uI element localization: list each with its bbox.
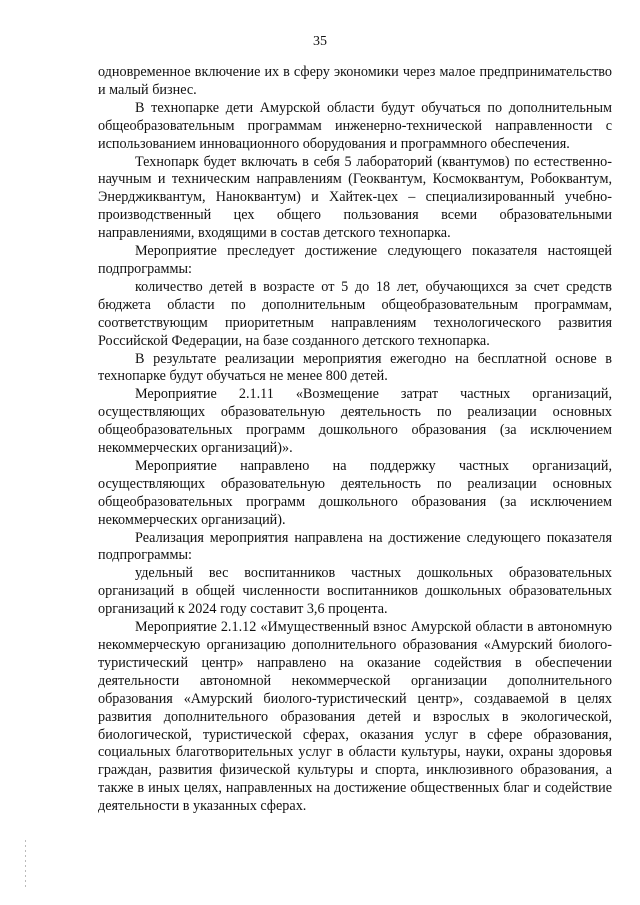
- paragraph: Мероприятие 2.1.11 «Возмещение затрат частных организаций, осуществляющих образовательную деятельность по реализации основных общеобразовательных программ дошкольного образования (за исключением некоммерческих организаций)».: [98, 386, 612, 457]
- paragraph: В технопарке дети Амурской области будут обучаться по дополнительным общеобразовательным программам инженерно-технической направленности с использованием инновационного оборудования и программного обеспечения.: [98, 99, 612, 152]
- paragraph: количество детей в возрасте от 5 до 18 лет, обучающихся за счет средств бюджета области по дополнительным общеобразовательным программам, соответствующим приоритетным направлениям технологического развития Российской Федерации, на базе созданного детского технопарка.: [98, 278, 612, 349]
- paragraph: Мероприятие направлено на поддержку частных организаций, осуществляющих образовательную деятельность по реализации основных общеобразовательных программ дошкольного образования (за исключением некоммерческих организаций).: [98, 457, 612, 528]
- paragraph: одновременное включение их в сферу экономики через малое предпринимательство и малый бизнес.: [98, 64, 612, 98]
- paragraph: В результате реализации мероприятия ежегодно на бесплатной основе в технопарке будут обучаться не менее 800 детей.: [98, 350, 612, 385]
- document-body: [98, 64, 612, 816]
- scan-margin-mark: [25, 840, 26, 890]
- paragraph: Мероприятие преследует достижение следующего показателя настоящей подпрограммы:: [98, 243, 612, 277]
- paragraph: удельный вес воспитанников частных дошкольных образовательных организаций в общей численности воспитанников дошкольных образовательных организаций к 2024 году составит 3,6 процента.: [98, 565, 612, 618]
- paragraph: Мероприятие 2.1.12 «Имущественный взнос Амурской области в автономную некоммерческую организацию дополнительного образования «Амурский биолого-туристический центр» направлено на оказание содействия в обеспечении деятельности автономной некоммерческой организации дополнительного образования «Амурский биолого-туристический центр», создаваемой в целях развития дополнительного образования детей и взрослых в экологической, биологической, туристической сферах, оказания услуг в сфере образования, социальных благотворительных услуг в области культуры, науки, охраны здоровья граждан, развития физической культуры и спорта, инклюзивного образования, а также в иных целях, направленных на достижение общественных благ и содействие деятельности в указанных сферах.: [98, 619, 612, 815]
- paragraph: Технопарк будет включать в себя 5 лабораторий (квантумов) по естественно-научным и техническим направлениям (Геоквантум, Космоквантум, Робоквантум, Энерджиквантум, Наноквантум) и Хайтек-цех – специализированный учебно-производственный цех общего пользования всеми образовательными направлениями, входящими в состав детского технопарка.: [98, 153, 612, 242]
- page-number: 35: [313, 34, 327, 49]
- paragraph: Реализация мероприятия направлена на достижение следующего показателя подпрограммы:: [98, 529, 612, 564]
